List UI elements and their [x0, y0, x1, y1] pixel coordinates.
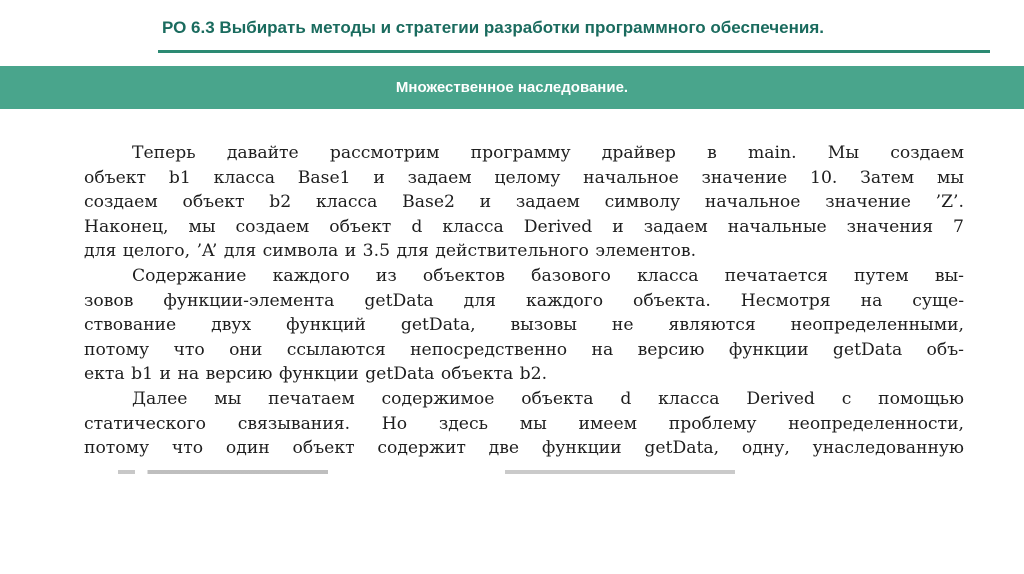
text-line: ствование двух функций getData, вызовы не являются неопределенными,	[84, 315, 964, 336]
text-line: создаем объект b2 класса Base2 и задаем символу начальное значение ’Z’.	[84, 192, 964, 213]
text-line: статического связывания. Но здесь мы имеем проблему неопределенности,	[84, 413, 964, 434]
scanned-text-block	[84, 141, 964, 473]
cropped-line-remnant	[505, 470, 735, 474]
text-line: потому что один объект содержит две функции getData, одну, унаследованную	[84, 438, 964, 459]
text-line: Теперь давайте рассмотрим программу драйвер в main. Мы создаем	[132, 143, 964, 163]
text-line: Далее мы печатаем содержимое объекта d класса Derived с помощью	[132, 388, 964, 409]
text-line: екта b1 и на версию функции getData объекта b2.	[84, 364, 548, 385]
text-line: Наконец, мы создаем объект d класса Derived и задаем начальные значения 7	[84, 216, 964, 237]
page-title: РО 6.3 Выбирать методы и стратегии разработки программного обеспечения.	[162, 18, 824, 37]
slide-subtitle: Множественное наследование.	[395, 79, 629, 96]
text-line: объект b1 класса Base1 и задаем целому начальное значение 10. Затем мы	[84, 167, 964, 188]
scan-crop-edge	[84, 460, 964, 490]
cropped-line-remnant	[118, 470, 328, 474]
text-line: Содержание каждого из объектов базового класса печатается путем вы-	[132, 265, 964, 286]
header-divider	[158, 50, 990, 53]
text-line: зовов функции-элемента getData для каждого объекта. Несмотря на суще-	[84, 290, 964, 311]
text-line: потому что они ссылаются непосредственно на версию функции getData объ-	[84, 339, 964, 360]
subtitle-banner	[0, 66, 1024, 109]
text-line: для целого, ’A’ для символа и 3.5 для действительного элементов.	[84, 241, 697, 262]
